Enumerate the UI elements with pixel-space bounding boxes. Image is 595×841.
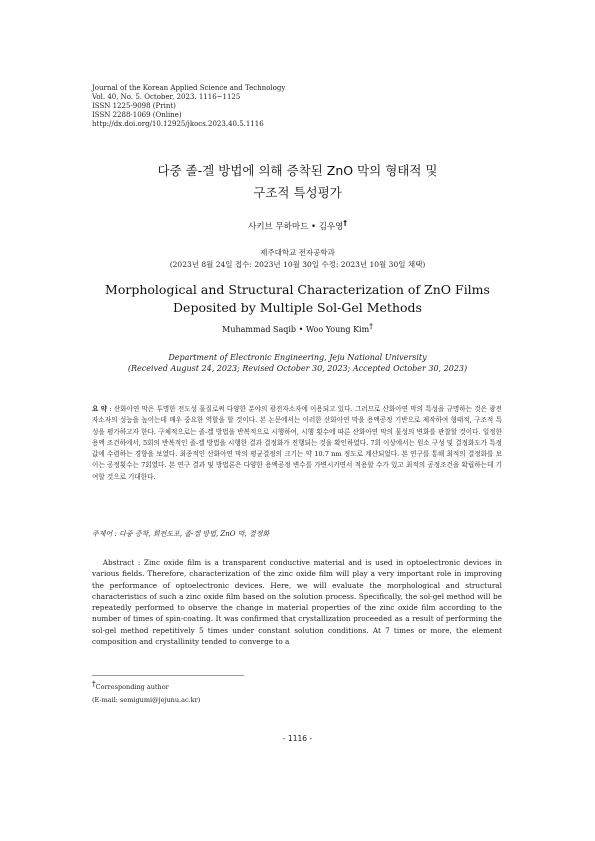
english-author-names: Muhammad Saqib • Woo Young Kim <box>222 325 370 334</box>
english-authors <box>0 321 595 334</box>
english-abstract <box>92 557 502 647</box>
journal-name: Journal of the Korean Applied Science and Technology <box>92 84 286 92</box>
korean-keywords: 주제어 : 다중 증착, 회전도포, 졸-겔 방법, ZnO 막, 결정화 <box>92 530 270 538</box>
journal-volume: Vol. 40, No. 5. October, 2023. 1116~1125 <box>92 93 241 101</box>
english-title-line-2: Deposited by Multiple Sol-Gel Methods <box>173 300 422 315</box>
footnote-divider <box>92 675 244 676</box>
corresponding-author: Corresponding author <box>95 683 169 691</box>
footnote <box>92 678 201 707</box>
korean-title <box>60 160 535 204</box>
issn-print: ISSN 1225-9098 (Print) <box>92 102 176 110</box>
issn-online: ISSN 2288-1069 (Online) <box>92 111 182 119</box>
korean-authors <box>0 220 595 232</box>
korean-title-line-1: 다중 졸-겔 방법에 의해 증착된 ZnO 막의 형태적 및 <box>157 163 438 178</box>
english-abstract-label: Abstract <box>102 558 135 567</box>
journal-header <box>92 84 285 129</box>
corresponding-email: (E-mail: semigumi@jejunu.ac.kr) <box>92 696 201 704</box>
page-number: - 1116 - <box>282 734 313 743</box>
korean-abstract-label: 요 약 <box>92 405 108 413</box>
english-title-line-1: Morphological and Structural Characterization of ZnO Films <box>105 282 490 297</box>
korean-abstract <box>92 404 502 483</box>
korean-author-names: 사키브 무하마드 • 김우영 <box>248 222 344 232</box>
korean-affiliation: 제주대학교 전자공학과 <box>260 248 335 257</box>
dagger-mark-english: † <box>369 321 373 331</box>
korean-title-line-2: 구조적 특성평가 <box>253 185 342 200</box>
korean-abstract-text: : 산화아연 막은 투명한 전도성 물질로써 다양한 분야의 광전자소자에 이용되고 있다. 그러므로 산화아연 막의 특성을 규명하는 것은 광전자소자의 성능을 높이는데 매우 중요한 역할을 할 것이다. 본 논문에서는 이러한 산화아연 막을 용액공정 기반으로 제작하여 형태적, 구조적 특성을 평가하고자 한다. 구체적으로는 졸-겔 방법을 반복적으로 시행하여, 시행 횟수에 따른 산화아연 막의 물성의 변화를 관찰할 것이다. 일정한 용액 조건하에서, 5회의 반복적인 졸-겔 방법을 시행한 결과 결정화가 진행되는 것을 확인하였다. 7회 이상에서는 원소 구성 및 결정화도가 특정 값에 수렴하는 경향을 보였다. 최종적인 산화아연 막의 평균결정의 크기는 약 10.7 nm 정도로 계산되었다. 본 연구를 통해 최적의 결정화를 보이는 공정횟수는 7회였다. 본 연구 결과 및 방법론은 다양한 용액공정 변수를 가변시키면서 적용할 수가 있고 최적의 공정조건을 확립하는데 기여할 것으로 기대한다. <box>92 405 502 481</box>
dagger-mark: † <box>343 219 347 228</box>
korean-dates: (2023년 8월 24일 접수: 2023년 10월 30일 수정: 2023년 10월 30일 채택) <box>169 260 426 269</box>
korean-affiliation-block <box>0 247 595 271</box>
doi-link[interactable]: http://dx.doi.org/10.12925/jkocs.2023.40.5.1116 <box>92 120 264 128</box>
english-abstract-text: : Zinc oxide film is a transparent conductive material and is used in optoelectronic devices in various fields. Therefore, characterization of the zinc oxide film will play a very important role in improving the performance of optoelectronic devices. Here, we will evaluate the morphological and structural characteristics of such a zinc oxide film based on the solution process. Specifically, the sol-gel method will be repeatedly performed to observe the change in material properties of the zinc oxide film according to the number of times of spin-coating. It was confirmed that crystallization proceeded as a result of performing the sol-gel method repetitively 5 times under constant solution conditions. At 7 times or more, the element composition and crystallinity tended to converge to a <box>92 558 502 647</box>
english-title <box>60 281 535 317</box>
english-dates: (Received August 24, 2023; Revised October 30, 2023; Accepted October 30, 2023) <box>127 364 468 373</box>
english-affiliation: Department of Electronic Engineering, Jeju National University <box>168 353 427 362</box>
footnote-dagger: † <box>92 678 96 688</box>
english-affiliation-block <box>0 352 595 374</box>
